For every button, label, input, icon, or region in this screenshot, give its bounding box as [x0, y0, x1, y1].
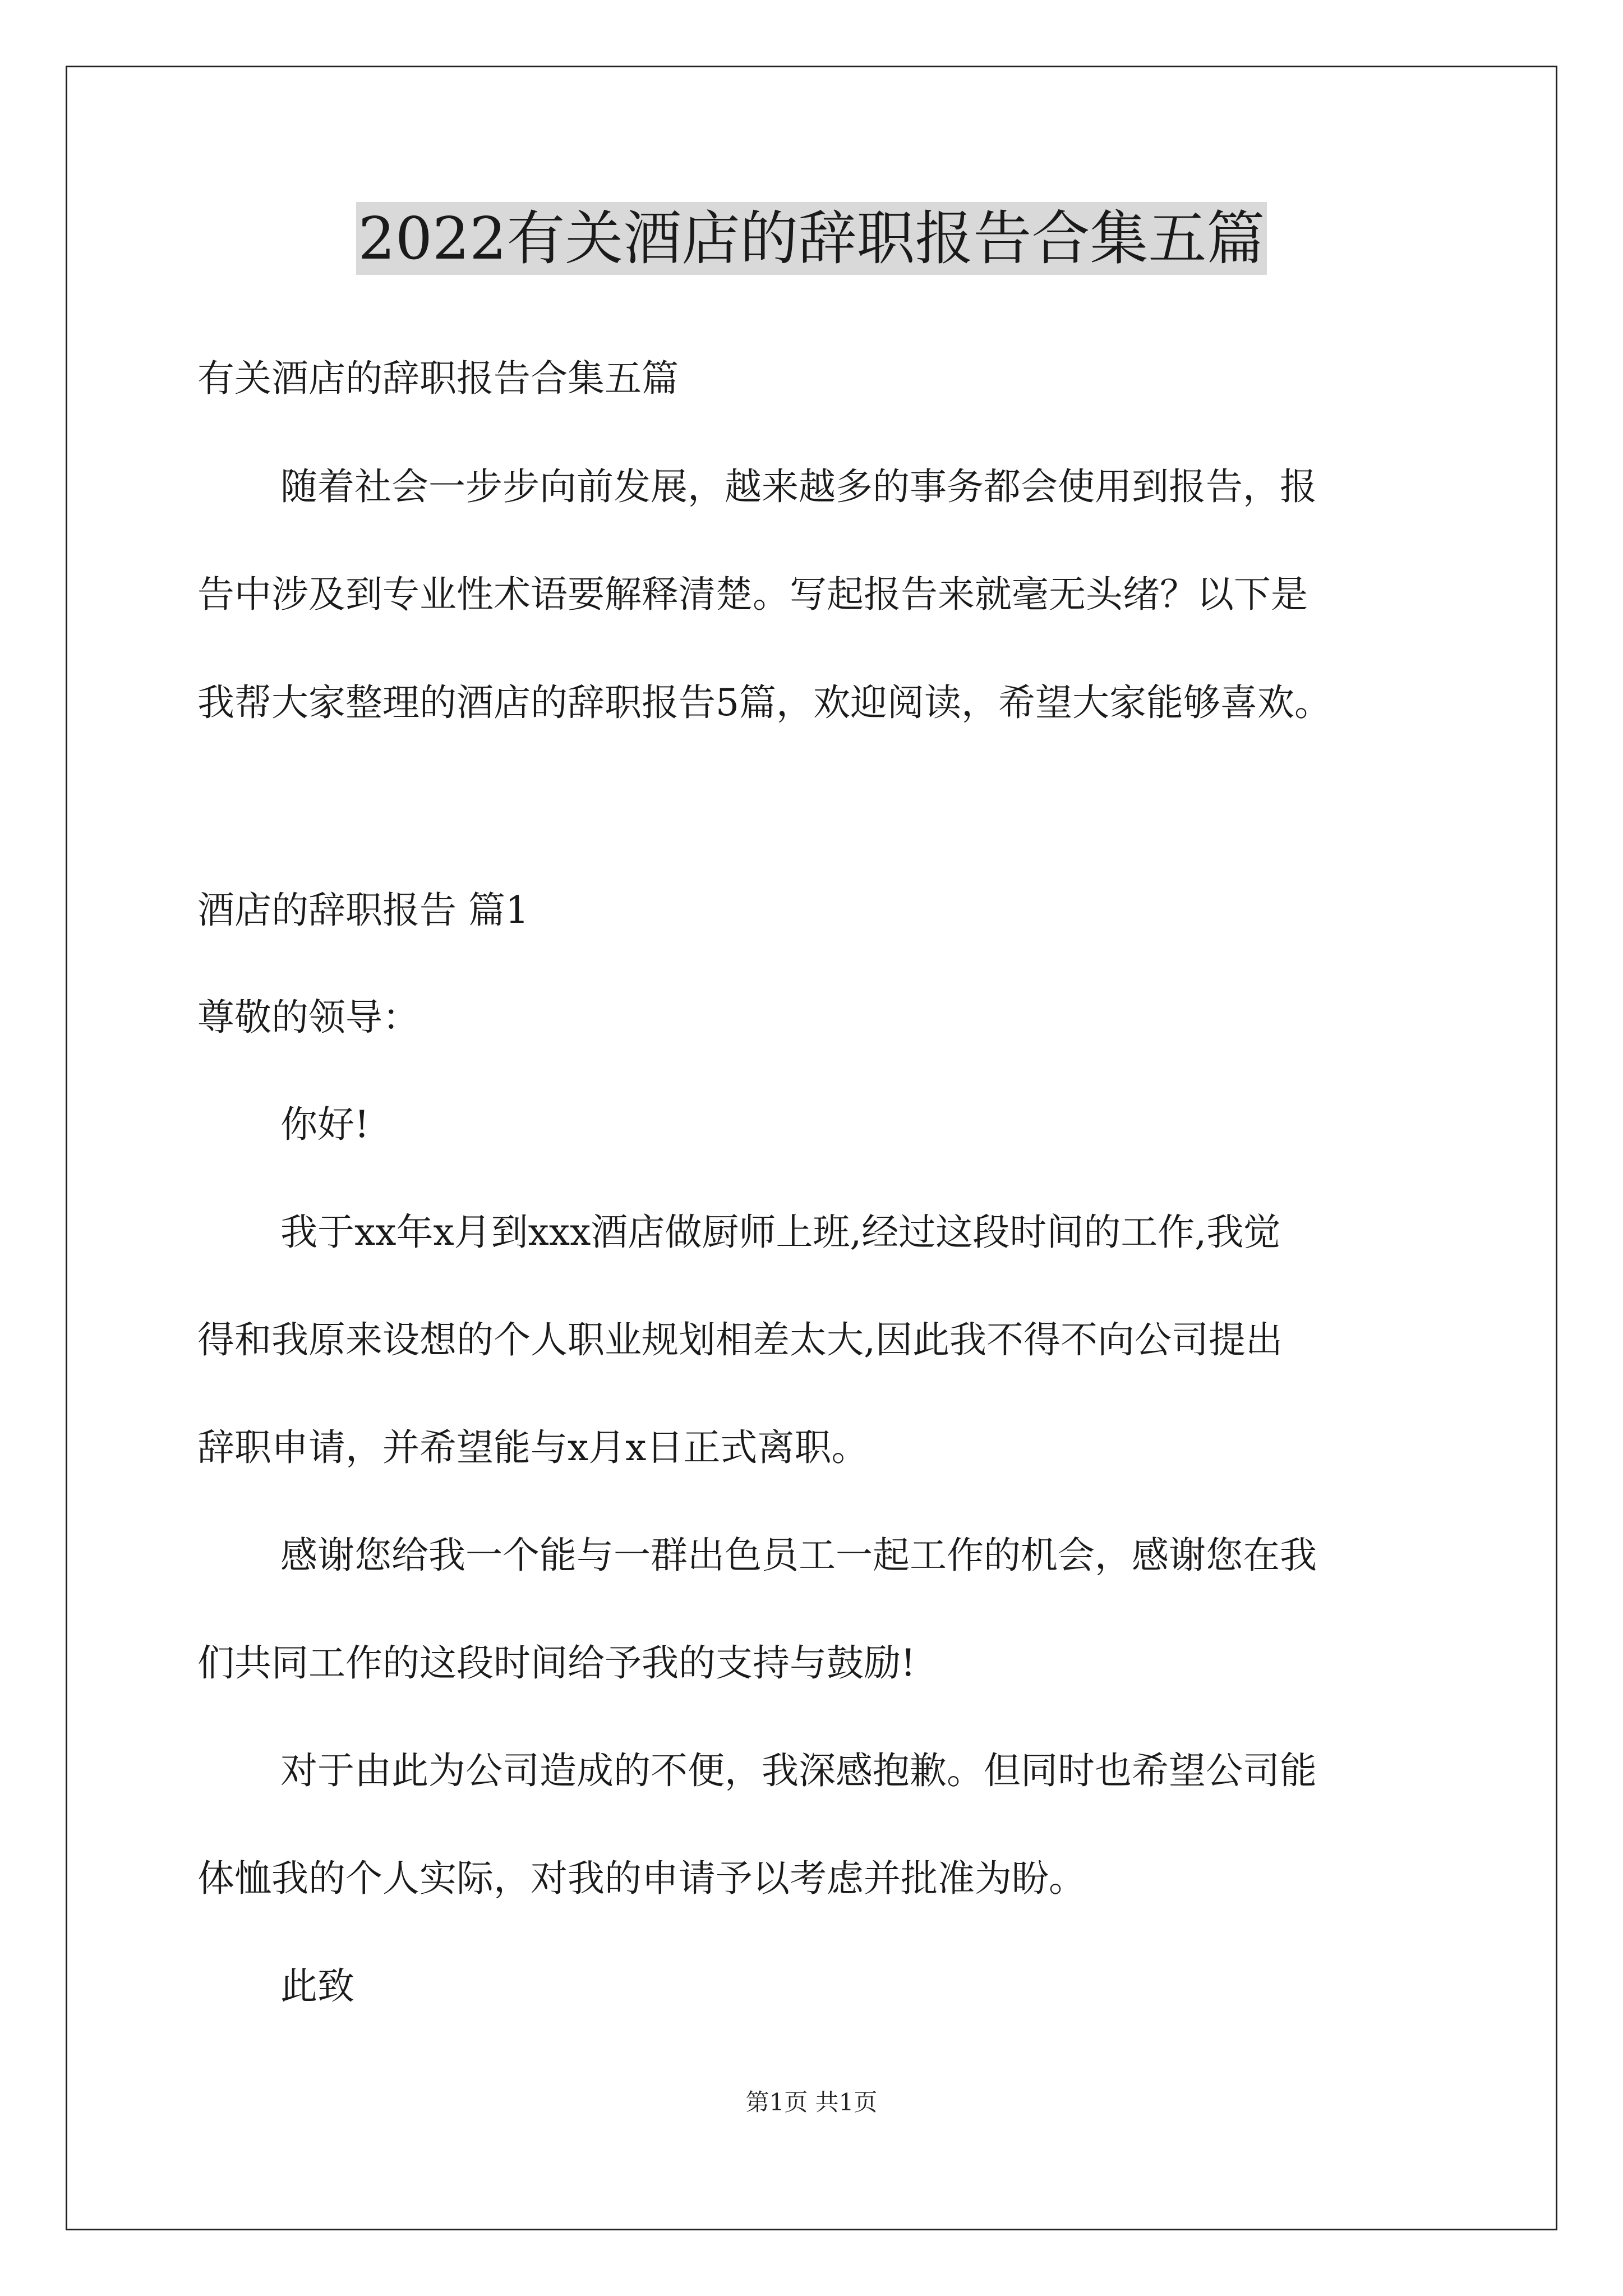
paragraph2-line-2: 们共同工作的这段时间给予我的支持与鼓励! — [197, 1641, 916, 1685]
paragraph3-line-1: 对于由此为公司造成的不便，我深感抱歉。但同时也希望公司能 — [280, 1749, 1317, 1792]
document-title — [0, 202, 1623, 275]
paragraph2-line-1: 感谢您给我一个能与一群出色员工一起工作的机会，感谢您在我 — [280, 1534, 1317, 1577]
document-subtitle: 有关酒店的辞职报告合集五篇 — [197, 357, 679, 400]
salutation: 尊敬的领导： — [197, 996, 419, 1039]
intro-line-1: 随着社会一步步向前发展，越来越多的事务都会使用到报告，报 — [280, 465, 1317, 508]
page-number-label: 第1页 共1页 — [745, 2088, 878, 2116]
paragraph1-line-3: 辞职申请，并希望能与x月x日正式离职。 — [197, 1426, 869, 1469]
document-title-text: 2022有关酒店的辞职报告合集五篇 — [356, 202, 1267, 275]
paragraph1-line-1: 我于xx年x月到xxx酒店做厨师上班,经过这段时间的工作,我觉 — [280, 1211, 1281, 1254]
section-heading: 酒店的辞职报告 篇1 — [197, 889, 529, 932]
intro-line-2: 告中涉及到专业性术语要解释清楚。写起报告来就毫无头绪？以下是 — [197, 573, 1308, 616]
page-footer — [0, 2087, 1623, 2118]
paragraph3-line-2: 体恤我的个人实际，对我的申请予以考虑并批准为盼。 — [197, 1857, 1086, 1900]
greeting: 你好! — [280, 1103, 370, 1146]
closing: 此致 — [280, 1964, 354, 2008]
intro-line-3: 我帮大家整理的酒店的辞职报告5篇，欢迎阅读，希望大家能够喜欢。 — [197, 681, 1331, 724]
paragraph1-line-2: 得和我原来设想的个人职业规划相差太大,因此我不得不向公司提出 — [197, 1318, 1283, 1361]
